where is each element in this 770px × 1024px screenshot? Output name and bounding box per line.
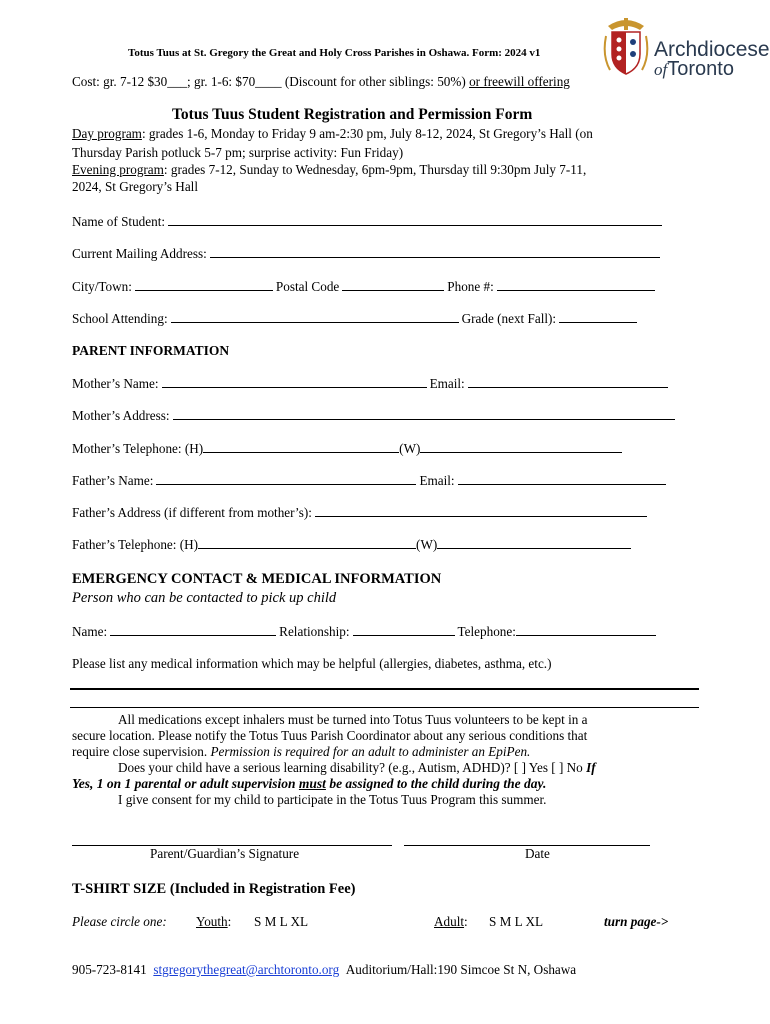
- mother-email-field[interactable]: [468, 386, 668, 388]
- grade-field[interactable]: [559, 321, 637, 323]
- mother-work-label: (W): [399, 441, 421, 456]
- adult-sizes[interactable]: S M L XL: [489, 914, 544, 929]
- father-address-row: [72, 505, 650, 521]
- supervision-text-2: be assigned to the child during the day.: [325, 776, 547, 791]
- emergency-name-label: Name:: [72, 624, 108, 639]
- form-header-title: Totus Tuus at St. Gregory the Great and Holy Cross Parishes in Oshawa. Form: 2024 v1: [128, 47, 541, 59]
- logo-of-text: of: [654, 60, 668, 79]
- if-text: If: [586, 760, 596, 775]
- father-name-label: Father’s Name:: [72, 473, 154, 488]
- footer-email-link[interactable]: stgregorythegreat@archtoronto.org: [153, 962, 340, 977]
- adult-label: [434, 914, 468, 930]
- circle-one-label: Please circle one:: [72, 914, 167, 929]
- postal-code-label: Postal Code: [275, 279, 340, 294]
- emergency-subheading: Person who can be contacted to pick up child: [72, 590, 337, 606]
- day-program-line: [72, 126, 593, 142]
- school-row: [72, 311, 640, 327]
- day-program-label: Day program: [72, 126, 142, 141]
- student-name-row: [72, 214, 665, 230]
- mother-name-field[interactable]: [162, 386, 427, 388]
- father-telephone-label: Father’s Telephone: (H): [72, 537, 199, 552]
- footer-address: Auditorium/Hall:190 Simcoe St N, Oshawa: [345, 962, 577, 977]
- mailing-address-label: Current Mailing Address:: [72, 246, 207, 261]
- day-program-text: : grades 1-6, Monday to Friday 9 am-2:30 pm, July 8-12, 2024, St Gregory’s Hall (on: [141, 126, 593, 141]
- father-telephone-row: [72, 537, 631, 553]
- logo-archdiocese-text: Archdiocese: [654, 38, 770, 61]
- mother-work-phone-field[interactable]: [420, 451, 622, 453]
- medication-policy-2: secure location. Please notify the Totus Tuus Parish Coordinator about any serious conditions that: [72, 728, 588, 743]
- logo-toronto-line: [654, 58, 734, 81]
- emergency-telephone-field[interactable]: [516, 634, 656, 636]
- father-home-phone-field[interactable]: [198, 547, 416, 549]
- consent-statement: I give consent for my child to participate in the Totus Tuus Program this summer.: [118, 792, 547, 807]
- mailing-address-field[interactable]: [210, 256, 660, 258]
- phone-label: Phone #:: [447, 279, 494, 294]
- phone-field[interactable]: [497, 289, 655, 291]
- father-name-row: [72, 473, 669, 489]
- parent-info-heading: PARENT INFORMATION: [72, 343, 230, 358]
- mother-address-label: Mother’s Address:: [72, 408, 170, 423]
- tshirt-heading: T-SHIRT SIZE (Included in Registration Fee): [72, 881, 356, 897]
- father-work-label: (W): [416, 537, 438, 552]
- father-address-label: Father’s Address (if different from mother’s):: [72, 505, 312, 520]
- school-label: School Attending:: [72, 311, 168, 326]
- postal-code-field[interactable]: [342, 289, 444, 291]
- grade-label: Grade (next Fall):: [461, 311, 557, 326]
- emergency-name-field[interactable]: [110, 634, 276, 636]
- emergency-contact-row: [72, 624, 659, 640]
- student-name-label: Name of Student:: [72, 214, 166, 229]
- archdiocese-crest-icon: [602, 16, 650, 80]
- epipen-notice: Permission is required for an adult to administer an EpiPen.: [210, 744, 531, 759]
- medication-policy-3-text: require close supervision.: [72, 744, 211, 759]
- city-row: [72, 279, 658, 295]
- form-title: Totus Tuus Student Registration and Permission Form: [172, 106, 533, 123]
- freewill-offering: or freewill offering: [469, 74, 570, 89]
- youth-label-text: Youth: [196, 914, 228, 929]
- adult-label-text: Adult: [434, 914, 465, 929]
- cost-text: Cost: gr. 7-12 $30___; gr. 1-6: $70____ (Discount for other siblings: 50%): [72, 74, 470, 89]
- student-name-field[interactable]: [168, 224, 662, 226]
- father-email-field[interactable]: [458, 483, 666, 485]
- footer-phone: 905-723-8141: [72, 962, 147, 977]
- school-field[interactable]: [171, 321, 459, 323]
- learning-disability-question: [118, 760, 596, 776]
- adult-colon: :: [464, 914, 468, 929]
- emergency-heading: EMERGENCY CONTACT & MEDICAL INFORMATION: [72, 571, 442, 587]
- emergency-telephone-label: Telephone:: [457, 624, 516, 639]
- mother-address-field[interactable]: [173, 418, 675, 420]
- evening-program-label: Evening program: [72, 162, 164, 177]
- youth-sizes[interactable]: S M L XL: [254, 914, 309, 929]
- city-field[interactable]: [135, 289, 273, 291]
- mother-telephone-row: [72, 441, 622, 457]
- relationship-field[interactable]: [353, 634, 455, 636]
- mother-address-row: [72, 408, 678, 424]
- city-label: City/Town:: [72, 279, 132, 294]
- footer: [72, 962, 576, 978]
- father-name-field[interactable]: [156, 483, 416, 485]
- cost-line: [72, 74, 570, 90]
- logo-toronto-text: Toronto: [667, 58, 734, 80]
- father-address-field[interactable]: [315, 515, 647, 517]
- signature-label: Parent/Guardian’s Signature: [150, 846, 300, 861]
- supervision-must: must: [298, 776, 326, 791]
- medical-info-line-1[interactable]: [70, 688, 699, 690]
- mother-home-phone-field[interactable]: [203, 451, 399, 453]
- youth-label: [196, 914, 231, 930]
- supervision-text-1: Yes, 1 on 1 parental or adult supervision: [72, 776, 299, 791]
- relationship-label: Relationship:: [279, 624, 350, 639]
- mother-telephone-label: Mother’s Telephone: (H): [72, 441, 204, 456]
- day-program-text2: Thursday Parish potluck 5-7 pm; surprise activity: Fun Friday): [72, 145, 404, 160]
- evening-program-text: : grades 7-12, Sunday to Wednesday, 6pm-9pm, Thursday till 9:30pm July 7-11,: [163, 162, 587, 177]
- mother-email-label: Email:: [429, 376, 465, 391]
- medical-info-line-2[interactable]: [70, 707, 699, 708]
- father-work-phone-field[interactable]: [437, 547, 631, 549]
- date-label: Date: [525, 846, 550, 861]
- medication-policy-3: [72, 744, 530, 760]
- medication-policy-1: All medications except inhalers must be turned into Totus Tuus volunteers to be kept in a: [118, 712, 588, 727]
- youth-colon: :: [227, 914, 232, 929]
- turn-page-note: turn page->: [604, 914, 669, 929]
- mother-name-label: Mother’s Name:: [72, 376, 159, 391]
- medical-info-label: Please list any medical information which may be helpful (allergies, diabetes, asthma, etc.): [72, 656, 552, 671]
- mailing-address-row: [72, 246, 663, 262]
- evening-program-line: [72, 162, 586, 178]
- evening-program-text2: 2024, St Gregory’s Hall: [72, 179, 199, 194]
- mother-name-row: [72, 376, 671, 392]
- father-email-label: Email:: [419, 473, 455, 488]
- learning-disability-text: Does your child have a serious learning disability? (e.g., Autism, ADHD)? [ ] Yes [ ] No: [118, 760, 587, 775]
- supervision-requirement: [72, 776, 546, 792]
